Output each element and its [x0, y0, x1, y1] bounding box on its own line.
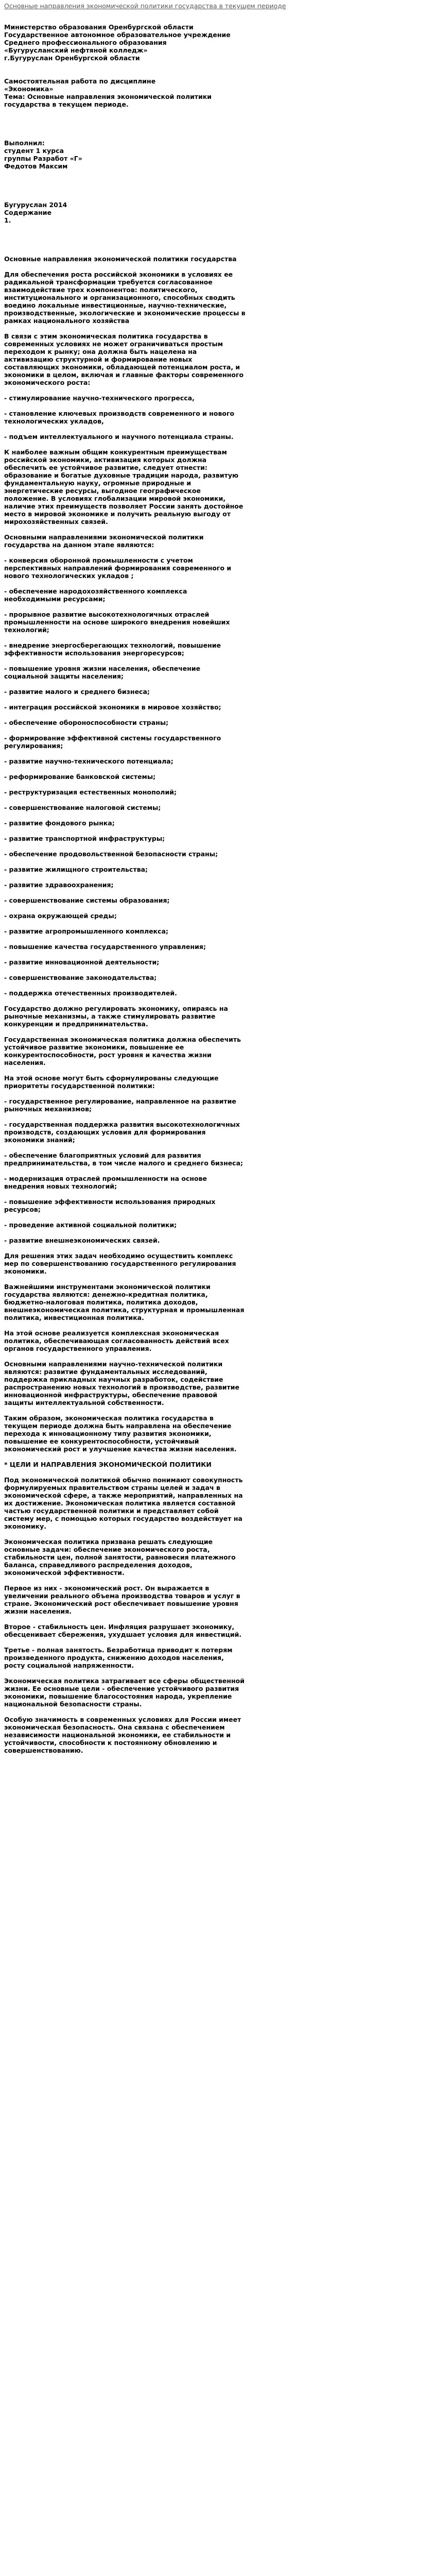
body-paragraph: - модернизация отраслей промышленности на основе внедрения новых технологий; — [4, 1175, 207, 1190]
body-paragraph: Государство должно регулировать экономику, опираясь на рыночные механизмы, а также стимулировать развитие конкуренции и предпринимательства. — [4, 1005, 228, 1028]
cover-block: Самостоятельная работа по дисциплине «Экономика» Тема: Основные направления экономической политики государства в текущем периоде. — [4, 77, 212, 108]
body-paragraph: - повышение уровня жизни населения, обеспечение социальной защиты населения; — [4, 665, 201, 680]
body-paragraph: - обеспечение обороноспособности страны; — [4, 719, 169, 726]
body-paragraph: - развитие агропромышленного комплекса; — [4, 927, 169, 935]
body-paragraph: - конверсия оборонной промышленности с учетом перспективных направлений формирования современного и нового технологических укладов ; — [4, 556, 232, 580]
body-paragraph: - обеспечение продовольственной безопасности страны; — [4, 850, 218, 858]
body-paragraph: - обеспечение благоприятных условий для развития предпринимательства, в том числе малого и среднего бизнеса; — [4, 1151, 243, 1167]
body-paragraph: - внедрение энергосберегающих технологий, повышение эффективности использования энергоресурсов; — [4, 641, 221, 657]
body-paragraph: Второе - стабильность цен. Инфляция разрушает экономику, обесценивает сбережения, ухудшает условия для инвестиций. — [4, 1623, 242, 1638]
body-paragraph: - развитие малого и среднего бизнеса; — [4, 688, 150, 696]
body-paragraph: Важнейшими инструментами экономической политики государства являются: денежно-кредитная политика, бюджетно-налоговая политика, политика доходов, внешнеэкономическая политика, структурная и промышленная политика, инвестиционная политика. — [4, 1283, 245, 1321]
body-paragraph: На этой основе могут быть сформулированы следующие приоритеты государственной политики: — [4, 1074, 219, 1090]
body-paragraph: - проведение активной социальной политики; — [4, 1221, 177, 1229]
body-paragraph: Третье - полная занятость. Безработица приводит к потерям произведенного продукта, снижению доходов населения, росту социальной напряженности. — [4, 1646, 233, 1669]
body-paragraph: - реформирование банковской системы; — [4, 773, 156, 781]
body-paragraph: Экономическая политика призвана решать следующие основные задачи: обеспечение экономического роста, стабильности цен, полной занятости, равновесия платежного баланса, справедливого распределения доходов, экономической эффективности. — [4, 1538, 236, 1577]
body-paragraph: - совершенствование законодательства; — [4, 974, 157, 981]
body-paragraph: - поддержка отечественных производителей. — [4, 989, 177, 997]
body-paragraph: Под экономической политикой обычно понимают совокупность формулируемых правительством страны целей и задач в экономической сфере, а также мероприятий, направленных на их достижение. Экономическая политика является составной частью государственной политики и представляет собой систему мер, с помощью которых государство воздействует на экономику. — [4, 1476, 243, 1530]
document-body — [4, 23, 246, 1754]
body-paragraph: - развитие жилищного строительства; — [4, 866, 148, 873]
document-title-link[interactable]: Основные направления экономической политики государства в текущем периоде — [4, 2, 286, 10]
body-paragraph: Государственная экономическая политика должна обеспечить устойчивое развитие экономики, повышение ее конкурентоспособности, рост уровня и качества жизни населения. — [4, 1036, 241, 1066]
body-paragraph: - государственное регулирование, направленное на развитие рыночных механизмов; — [4, 1097, 236, 1113]
body-paragraph: Таким образом, экономическая политика государства в текущем периоде должна быть направлена на обеспечение перехода к инновационному типу развития экономики, повышение ее конкурентоспособности, устойчивый экономический рост и улучшение качества жизни населения. — [4, 1414, 237, 1453]
body-paragraph: * ЦЕЛИ И НАПРАВЛЕНИЯ ЭКОНОМИЧЕСКОЙ ПОЛИТИКИ — [4, 1461, 212, 1468]
body-paragraph: - повышение эффективности использования природных ресурсов; — [4, 1198, 216, 1213]
body-paragraph: К наиболее важным общим конкурентным преимуществам российской экономики, активизация которых должна обеспечить ее устойчивое развитие, следует отнести: образование и богатые духовные традиции народа, развитую фундаментальную науку, огромные природные и энергетические ресурсы, выгодное географическое положение. В условиях глобализации мировой экономики, наличие этих преимуществ позволяет России занять достойное место в мировой экономике и получить реальную выгоду от мирохозяйственных связей. — [4, 448, 243, 526]
body-paragraph: Основные направления экономической политики государства — [4, 255, 237, 263]
body-paragraph: - развитие здравоохранения; — [4, 881, 114, 889]
cover-block: Министерство образования Оренбургской области Государственное автономное образовательное учреждение Среднего профессионального образования «Бугурусланский нефтяной колледж» г.Бугуруслан Оренбургской области — [4, 23, 231, 62]
body-paragraph: - развитие инновационной деятельности; — [4, 958, 160, 966]
body-paragraph: - реструктуризация естественных монополий; — [4, 788, 177, 796]
body-paragraph: - развитие научно-технического потенциала; — [4, 757, 173, 765]
body-paragraph: - подъем интеллектуального и научного потенциала страны. — [4, 433, 234, 440]
cover-block: Выполнил: студент 1 курса группы Разработ «Г» Федотов Максим — [4, 139, 82, 170]
body-paragraph: - совершенствование системы образования; — [4, 896, 170, 904]
body-paragraph: - развитие фондового рынка; — [4, 819, 115, 827]
body-paragraph: - совершенствование налоговой системы; — [4, 804, 161, 811]
body-paragraph: Для обеспечения роста российской экономики в условиях ее радикальной трансформации требуется согласованное взаимодействие трех компонентов: политического, институционального и организационного, способных сводить воедино локальные инвестиционные, научно-технические, производственные, экологические и экономические процессы в рамках национального хозяйства — [4, 270, 246, 325]
body-paragraph: - становление ключевых производств современного и нового технологических укладов, — [4, 410, 235, 425]
body-paragraph: - государственная поддержка развития высокотехнологичных производств, создающих условия для формирования экономики знаний; — [4, 1121, 240, 1144]
body-paragraph: Основными направлениями экономической политики государства на данном этапе являются: — [4, 533, 204, 549]
body-paragraph: В связи с этим экономическая политика государства в современных условиях не может ограничиваться простым переходом к рынку; она должна быть нацелена на активизацию структурной и формирование новых составляющих экономики, обладающей потенциалом роста, и экономики в целом, включая и главные факторы современного экономического роста: — [4, 332, 244, 386]
body-paragraph: Экономическая политика затрагивает все сферы общественной жизни. Ее основные цели - обеспечение устойчивого развития экономики, повышение благосостояния народа, укрепление национальной безопасности страны. — [4, 1677, 245, 1708]
body-paragraph: Особую значимость в современных условиях для России имеет экономическая безопасность. Она связана с обеспечением независимости национальной экономики, ее стабильности и устойчивости, способности к постоянному обновлению и совершенствованию. — [4, 1716, 241, 1754]
body-paragraph: - развитие внешнеэкономических связей. — [4, 1236, 160, 1244]
body-paragraph: Первое из них - экономический рост. Он выражается в увеличении реального объема производства товаров и услуг в стране. Экономический рост обеспечивает повышение уровня жизни населения. — [4, 1584, 240, 1615]
body-paragraph: - охрана окружающей среды; — [4, 912, 117, 920]
body-paragraph: - развитие транспортной инфраструктуры; — [4, 835, 165, 842]
body-paragraph: На этой основе реализуется комплексная экономическая политика, обеспечивающая согласованность действий всех органов государственного управления. — [4, 1329, 229, 1352]
body-paragraph: Для решения этих задач необходимо осуществить комплекс мер по совершенствованию государственного регулирования экономики. — [4, 1252, 236, 1275]
body-paragraph: - обеспечение народохозяйственного комплекса необходимыми ресурсами; — [4, 587, 187, 603]
body-paragraph: - формирование эффективной системы государственного регулирования; — [4, 734, 221, 750]
body-paragraph: - стимулирование научно-технического прогресса, — [4, 394, 195, 402]
body-paragraph: - прорывное развитие высокотехнологичных отраслей промышленности на основе широкого внедрения новейших технологий; — [4, 611, 230, 634]
cover-block: Бугуруслан 2014 Содержание 1. — [4, 201, 67, 224]
body-paragraph: - интеграция российской экономики в мировое хозяйство; — [4, 703, 221, 711]
body-paragraph: - повышение качества государственного управления; — [4, 943, 206, 951]
body-paragraph: Основными направлениями научно-технической политики являются: развитие фундаментальных исследований, поддержка прикладных научных разработок, содействие распространению новых технологий в производстве, развитие инновационной инфраструктуры, обеспечение правовой защиты интеллектуальной собственности. — [4, 1360, 240, 1406]
